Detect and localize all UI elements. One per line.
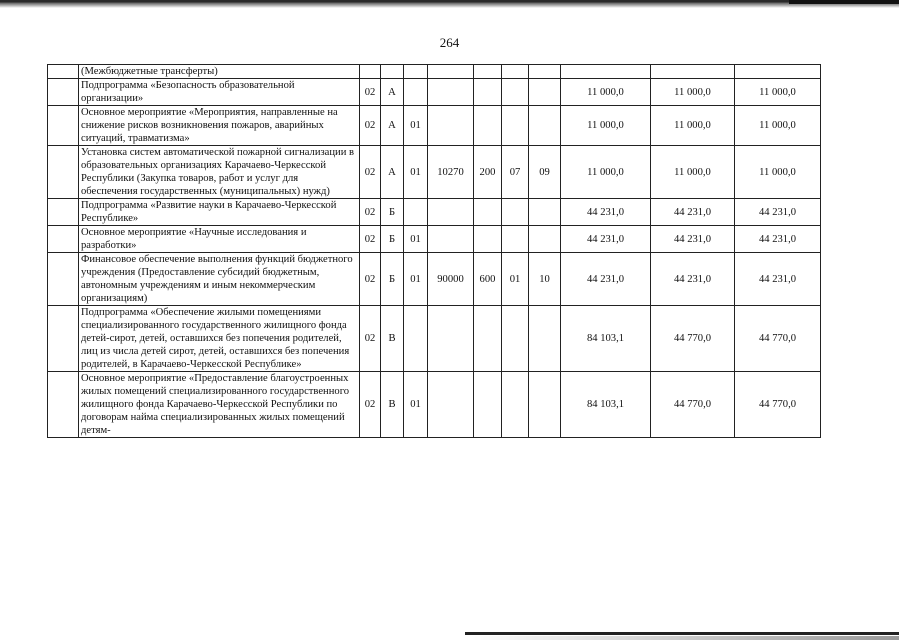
cell-section [502, 106, 529, 146]
budget-table-body [48, 65, 821, 438]
cell-section [502, 199, 529, 226]
cell-section [502, 372, 529, 438]
cell-subprogram-code: А [381, 106, 404, 146]
cell-section [502, 226, 529, 253]
cell-expense-type [474, 65, 502, 79]
cell-blank [48, 253, 79, 306]
cell-expense-type [474, 306, 502, 372]
cell-measure-code [404, 79, 428, 106]
cell-item-name: (Межбюджетные трансферты) [79, 65, 360, 79]
cell-amount-3: 11 000,0 [735, 146, 821, 199]
cell-blank [48, 226, 79, 253]
cell-section [502, 65, 529, 79]
cell-program-code: 02 [360, 226, 381, 253]
cell-blank [48, 372, 79, 438]
cell-subprogram-code: В [381, 372, 404, 438]
cell-expense-type [474, 79, 502, 106]
cell-section: 01 [502, 253, 529, 306]
cell-section [502, 306, 529, 372]
cell-program-code: 02 [360, 306, 381, 372]
cell-amount-2: 11 000,0 [651, 146, 735, 199]
cell-amount-3 [735, 65, 821, 79]
cell-item-name: Основное мероприятие «Научные исследования и разработки» [79, 226, 360, 253]
cell-direction-code [428, 79, 474, 106]
cell-section: 07 [502, 146, 529, 199]
cell-expense-type [474, 226, 502, 253]
cell-measure-code [404, 199, 428, 226]
cell-blank [48, 106, 79, 146]
cell-expense-type: 200 [474, 146, 502, 199]
cell-direction-code [428, 199, 474, 226]
cell-expense-type [474, 372, 502, 438]
cell-direction-code: 10270 [428, 146, 474, 199]
cell-amount-2: 44 231,0 [651, 226, 735, 253]
cell-measure-code: 01 [404, 226, 428, 253]
table-row [48, 106, 821, 146]
table-row [48, 372, 821, 438]
cell-subsection [529, 65, 561, 79]
cell-amount-1: 44 231,0 [561, 253, 651, 306]
cell-direction-code: 90000 [428, 253, 474, 306]
cell-program-code: 02 [360, 199, 381, 226]
cell-program-code: 02 [360, 372, 381, 438]
cell-blank [48, 146, 79, 199]
cell-subsection [529, 199, 561, 226]
cell-direction-code [428, 106, 474, 146]
cell-subprogram-code: Б [381, 226, 404, 253]
cell-amount-1: 11 000,0 [561, 79, 651, 106]
cell-amount-1: 44 231,0 [561, 199, 651, 226]
scan-edge-top [0, 0, 899, 8]
cell-program-code: 02 [360, 79, 381, 106]
cell-amount-2: 44 770,0 [651, 372, 735, 438]
cell-amount-1: 84 103,1 [561, 372, 651, 438]
cell-subsection [529, 106, 561, 146]
cell-blank [48, 79, 79, 106]
cell-item-name: Подпрограмма «Обеспечение жилыми помещениями специализированного государственного жилищного фонда детей-сирот, детей, оставшихся без попечения родителей, лиц из числа детей сирот, детей, оставшихся без попечения родителей, в Карачаево-Черкесской Республике» [79, 306, 360, 372]
cell-direction-code [428, 65, 474, 79]
cell-amount-1: 11 000,0 [561, 146, 651, 199]
table-row [48, 253, 821, 306]
cell-amount-2: 11 000,0 [651, 79, 735, 106]
scan-edge-bottom [465, 632, 899, 635]
cell-amount-3: 44 231,0 [735, 226, 821, 253]
cell-measure-code: 01 [404, 106, 428, 146]
scan-edge-top-right [789, 0, 899, 4]
cell-subsection: 09 [529, 146, 561, 199]
cell-subprogram-code: В [381, 306, 404, 372]
cell-blank [48, 306, 79, 372]
cell-subsection [529, 79, 561, 106]
table-row [48, 79, 821, 106]
cell-subsection [529, 226, 561, 253]
cell-section [502, 79, 529, 106]
cell-program-code: 02 [360, 146, 381, 199]
cell-subprogram-code [381, 65, 404, 79]
cell-amount-2: 11 000,0 [651, 106, 735, 146]
cell-amount-1: 11 000,0 [561, 106, 651, 146]
cell-measure-code: 01 [404, 372, 428, 438]
cell-item-name: Подпрограмма «Развитие науки в Карачаево-Черкесской Республике» [79, 199, 360, 226]
cell-program-code: 02 [360, 253, 381, 306]
cell-amount-1: 84 103,1 [561, 306, 651, 372]
cell-direction-code [428, 306, 474, 372]
cell-subprogram-code: А [381, 146, 404, 199]
table-row [48, 65, 821, 79]
table-row [48, 306, 821, 372]
cell-program-code [360, 65, 381, 79]
cell-amount-2: 44 770,0 [651, 306, 735, 372]
cell-amount-3: 11 000,0 [735, 79, 821, 106]
cell-program-code: 02 [360, 106, 381, 146]
cell-measure-code [404, 65, 428, 79]
cell-blank [48, 65, 79, 79]
cell-expense-type [474, 199, 502, 226]
cell-blank [48, 199, 79, 226]
cell-expense-type [474, 106, 502, 146]
cell-amount-2: 44 231,0 [651, 253, 735, 306]
cell-amount-2: 44 231,0 [651, 199, 735, 226]
scan-edge-bottom-fade [465, 636, 899, 640]
cell-measure-code [404, 306, 428, 372]
cell-measure-code: 01 [404, 146, 428, 199]
cell-amount-2 [651, 65, 735, 79]
cell-direction-code [428, 372, 474, 438]
table-row [48, 226, 821, 253]
cell-subprogram-code: Б [381, 199, 404, 226]
cell-amount-3: 44 770,0 [735, 372, 821, 438]
cell-subsection: 10 [529, 253, 561, 306]
cell-subsection [529, 306, 561, 372]
cell-item-name: Основное мероприятие «Предоставление благоустроенных жилых помещений специализированного государственного жилищного фонда Карачаево-Черкесской Республики по договорам найма специализированных жилых помещений детям- [79, 372, 360, 438]
cell-amount-1 [561, 65, 651, 79]
cell-subprogram-code: Б [381, 253, 404, 306]
cell-amount-1: 44 231,0 [561, 226, 651, 253]
cell-subprogram-code: А [381, 79, 404, 106]
cell-amount-3: 11 000,0 [735, 106, 821, 146]
cell-amount-3: 44 231,0 [735, 253, 821, 306]
cell-item-name: Подпрограмма «Безопасность образовательной организации» [79, 79, 360, 106]
page-number: 264 [439, 35, 460, 50]
table-row [48, 146, 821, 199]
budget-table [47, 64, 821, 438]
cell-measure-code: 01 [404, 253, 428, 306]
cell-amount-3: 44 770,0 [735, 306, 821, 372]
cell-item-name: Установка систем автоматической пожарной сигнализации в образовательных организациях Карачаево-Черкесской Республики (Закупка товаров, работ и услуг для обеспечения государственных (муниципальных) нужд) [79, 146, 360, 199]
cell-direction-code [428, 226, 474, 253]
cell-item-name: Основное мероприятие «Мероприятия, направленные на снижение рисков возникновения пожаров, аварийных ситуаций, травматизма» [79, 106, 360, 146]
table-row [48, 199, 821, 226]
cell-expense-type: 600 [474, 253, 502, 306]
cell-item-name: Финансовое обеспечение выполнения функций бюджетного учреждения (Предоставление субсидий бюджетным, автономным учреждениям и иным некоммерческим организациям) [79, 253, 360, 306]
cell-subsection [529, 372, 561, 438]
cell-amount-3: 44 231,0 [735, 199, 821, 226]
